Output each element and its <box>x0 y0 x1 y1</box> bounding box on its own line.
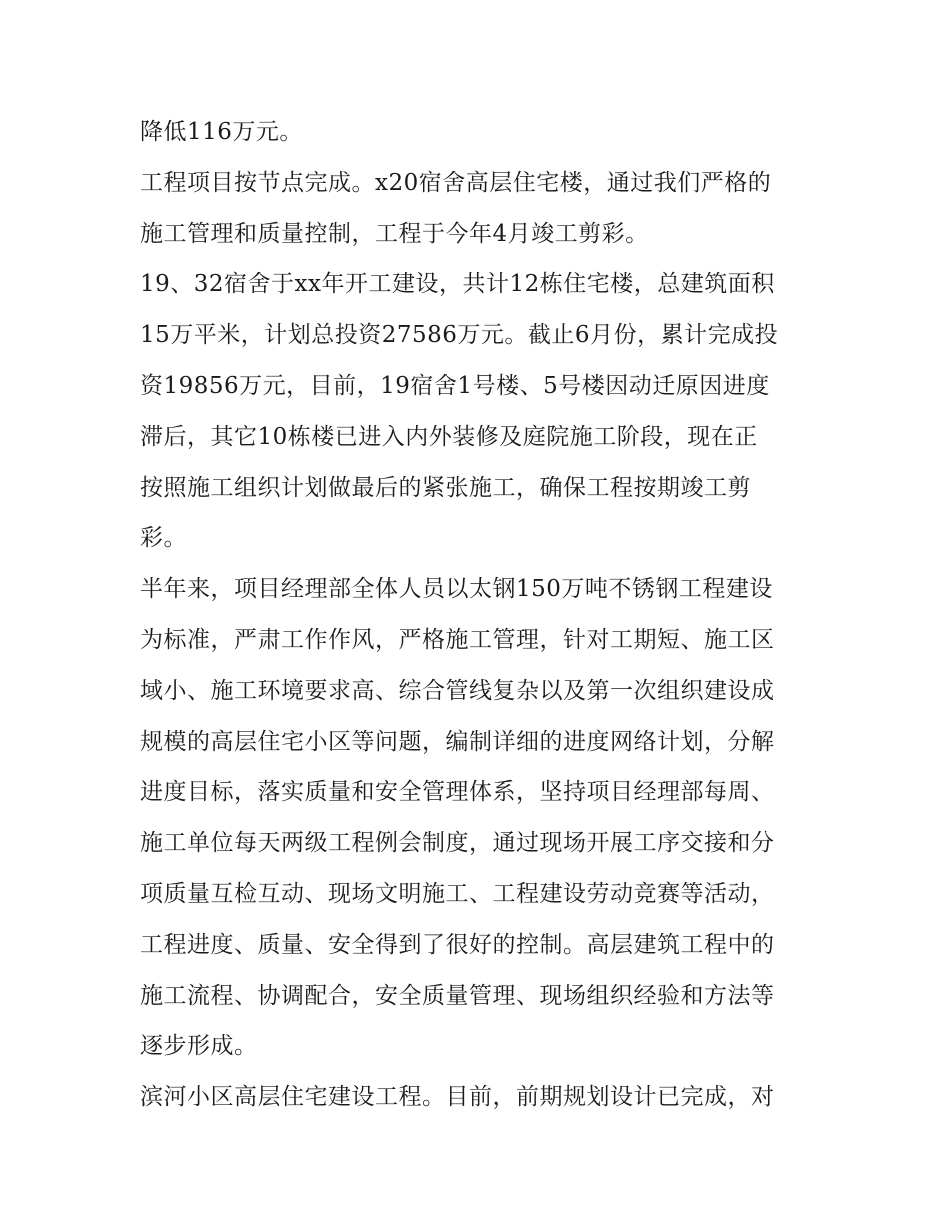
text-line: 按照施工组织计划做最后的紧张施工，确保工程按期竣工剪 <box>140 474 751 501</box>
text-line: 施工管理和质量控制，工程于今年4月竣工剪彩。 <box>140 220 649 247</box>
text-line: 半年来，项目经理部全体人员以太钢150万吨不锈钢工程建设 <box>140 576 773 603</box>
text-line: 滨河小区高层住宅建设工程。目前，前期规划设计已完成，对 <box>140 1084 775 1111</box>
document-body <box>140 107 830 1123</box>
text-line: 项质量互检互动、现场文明施工、工程建设劳动竞赛等活动， <box>140 880 775 907</box>
text-line: 施工单位每天两级工程例会制度，通过现场开展工序交接和分 <box>140 830 775 857</box>
text-line: 进度目标，落实质量和安全管理体系，坚持项目经理部每周、 <box>140 779 775 806</box>
text-line: 15万平米，计划总投资27586万元。截止6月份，累计完成投 <box>140 322 779 349</box>
text-line: 工程进度、质量、安全得到了很好的控制。高层建筑工程中的 <box>140 931 775 958</box>
text-line: 逐步形成。 <box>140 1033 258 1060</box>
text-line: 资19856万元，目前，19宿舍1号楼、5号楼因动迁原因进度 <box>140 372 770 399</box>
text-line: 降低116万元。 <box>140 119 303 145</box>
text-line: 域小、施工环境要求高、综合管线复杂以及第一次组织建设成 <box>140 677 775 704</box>
text-line: 彩。 <box>140 525 187 552</box>
text-line: 19、32宿舍于xx年开工建设，共计12栋住宅楼，总建筑面积 <box>140 271 775 298</box>
text-line: 规模的高层住宅小区等问题，编制详细的进度网络计划，分解 <box>140 728 775 755</box>
text-line: 施工流程、协调配合，安全质量管理、现场组织经验和方法等 <box>140 982 775 1009</box>
text-line: 为标准，严肃工作作风，严格施工管理，针对工期短、施工区 <box>140 626 775 653</box>
text-line: 工程项目按节点完成。x20宿舍高层住宅楼，通过我们严格的 <box>140 169 772 196</box>
text-line: 滞后，其它10栋楼已进入内外装修及庭院施工阶段，现在正 <box>140 423 758 450</box>
